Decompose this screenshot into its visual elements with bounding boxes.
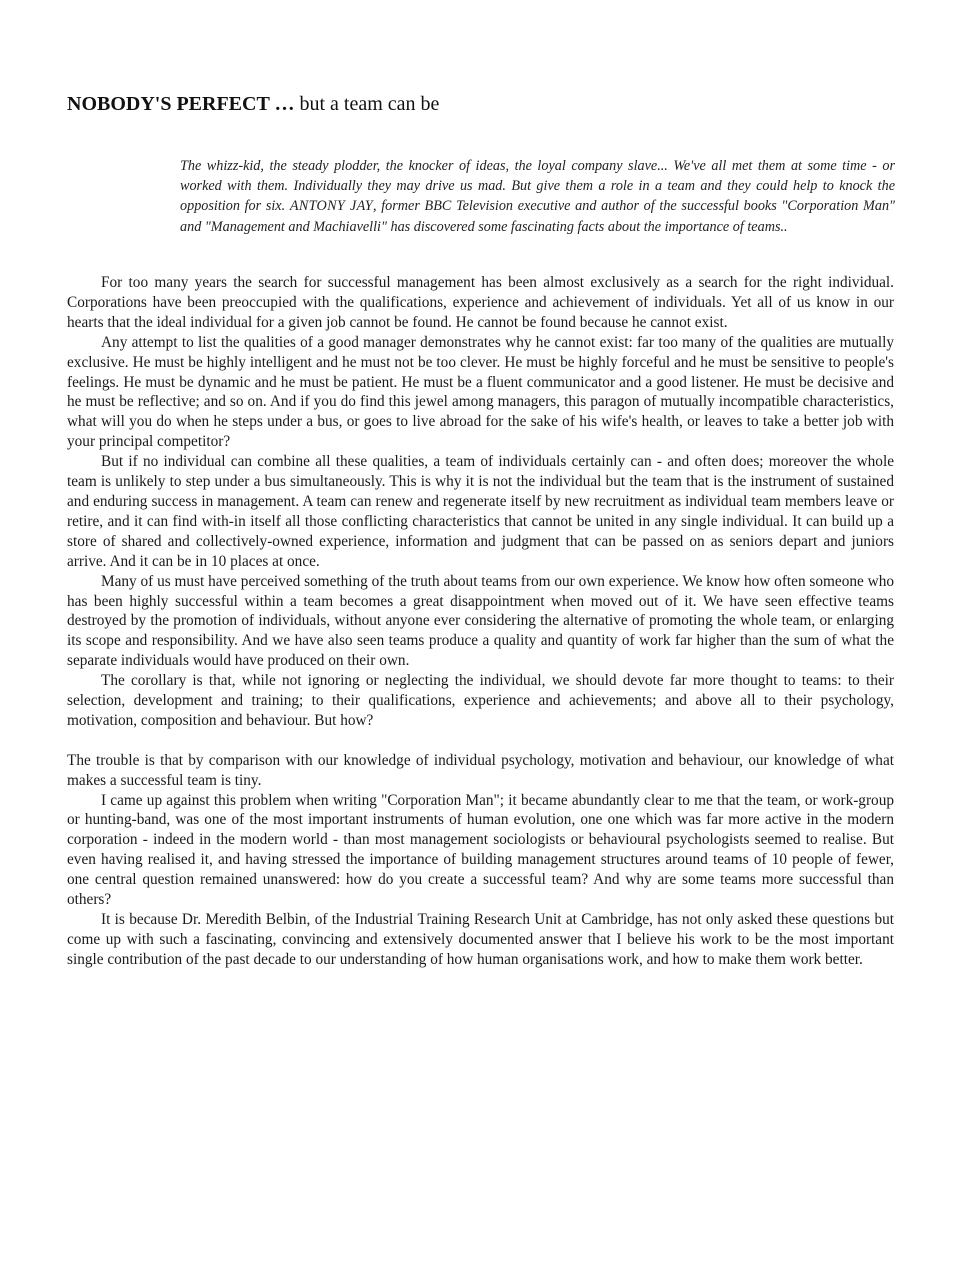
article-title-bold: NOBODY'S PERFECT … <box>67 93 295 115</box>
standfirst-text: The whizz-kid, the steady plodder, the knocker of ideas, the loyal company slave... We've all met them at some time - or worked with them. Individually they may drive us mad. But give them a role in a team and they could help to knock the opposition for six. <box>180 158 895 215</box>
body-paragraph: But if no individual can combine all these qualities, a team of individuals certainly can - and often does; moreover the whole team is unlikely to step under a bus simultaneously. This is why it is not the individual but the team that is the instrument of sustained and enduring success in management. A team can renew and regenerate itself by new recruitment as individual team members leave or retire, and it can find with-in itself all those conflicting characteristics that cannot be united in any single individual. It can build up a store of shared and collectively-owned experience, information and judgment that can be passed on as seniors depart and juniors arrive. And it can be in 10 places at once. <box>67 453 894 570</box>
body-paragraph: Many of us must have perceived something of the truth about teams from our own experience. We know how often someone who has been highly successful within a team becomes a great disappointment when moved out of it. We have seen effective teams destroyed by the promotion of individuals, without anyone ever considering the alternative of promoting the whole team, or enlarging its scope and responsibility. And we have also seen teams produce a quality and quantity of work far higher than the sum of what the separate individuals would have produced on their own. <box>67 572 894 670</box>
standfirst-text-continued: , former BBC Television executive and author of the successful books "Corporation Man" and "Management and Machiavelli" has discovered some fascinating facts about the importance of teams.. <box>180 198 895 235</box>
body-paragraph: The trouble is that by comparison with our knowledge of individual psychology, motivation and behaviour, our knowledge of what makes a successful team is tiny. <box>67 751 894 789</box>
article-body <box>67 273 894 970</box>
body-paragraph: It is because Dr. Meredith Belbin, of the Industrial Training Research Unit at Cambridge, has not only asked these questions but come up with such a fascinating, convincing and extensively documented answer that I believe his work to be the most important single contribution of the past decade to our understanding of how human organisations work, and how to make them work better. <box>67 910 894 968</box>
body-paragraph: The corollary is that, while not ignoring or neglecting the individual, we should devote far more thought to teams: to their selection, development and training; to their qualifications, experience and achievements; and above all to their psychology, motivation, composition and behaviour. But how? <box>67 672 894 729</box>
article-standfirst <box>180 156 895 237</box>
body-paragraph: I came up against this problem when writing "Corporation Man"; it became abundantly clear to me that the team, or work-group or hunting-band, was one of the most important instruments of human evolution, one one which was far more active in the modern corporation - indeed in the modern world - than most management sociologists or behavioural psychologists seemed to realise. But even having realised it, and having stressed the importance of building management structures around teams of 10 people of fewer, one central question remained unanswered: how do you create a successful team? And why are some teams more successful than others? <box>67 791 894 909</box>
standfirst-author: ANTONY JAY <box>289 198 373 215</box>
article-title-subtitle: but a team can be <box>294 93 440 115</box>
body-paragraph: Any attempt to list the qualities of a good manager demonstrates why he cannot exist: far too many of the qualities are mutually exclusive. He must be highly intelligent and he must not be too clever. He must be highly forceful and he must be sensitive to people's feelings. He must be dynamic and he must be patient. He must be a fluent communicator and a good listener. He must be decisive and he must be reflective; and so on. And if you do find this jewel among managers, this paragon of mutually incompatible characteristics, what will you do when he steps under a bus, or goes to live abroad for the sake of his wife's health, or leaves to take a better job with your principal competitor? <box>67 333 894 451</box>
section-gap <box>67 731 894 751</box>
article-title <box>67 92 439 116</box>
body-paragraph: For too many years the search for successful management has been almost exclusively as a search for the right individual. Corporations have been preoccupied with the qualifications, experience and achievement of individuals. Yet all of us know in our hearts that the ideal individual for a given job cannot be found. He cannot be found because he cannot exist. <box>67 274 894 331</box>
